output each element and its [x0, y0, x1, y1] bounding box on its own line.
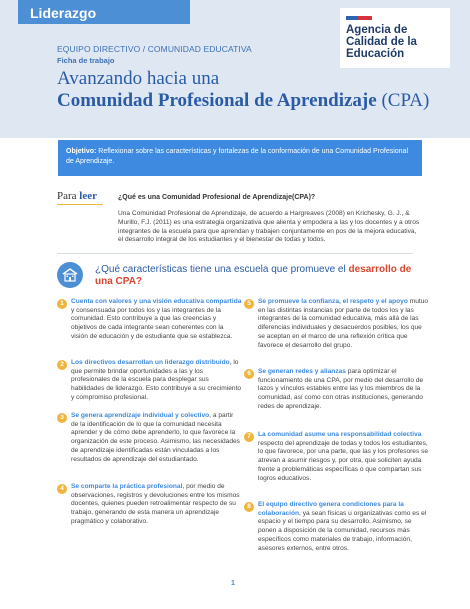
item-highlight: Cuenta con valores y una visión educativa compartida	[71, 298, 242, 305]
logo-line: Calidad de la	[346, 36, 417, 48]
logo-line: Agencia de	[346, 24, 408, 36]
item-number: 3	[57, 413, 67, 423]
section-question-text: ¿Qué características tiene una escuela que promueve el	[95, 264, 349, 275]
section-question	[95, 264, 415, 288]
item-text: , por medio de observaciones, registros y devoluciones entre los mismos docentes, quienes pueden retroalimentar respecto de su trabajo, generando de esta manera un aprendizaje pragmático y colaborativo.	[71, 483, 240, 525]
intro-body: Una Comunidad Profesional de Aprendizaje, de acuerdo a Hargreaves (2008) en Krichesky, G. J., & Murillo, F.J. (2011) es una estrategia organizativa que alienta y empodera a las y los docentes y a otros integrantes de la escuela para que aprendan y trabajen conjuntamente en pos de la mejora educativa, el desarrollo integral de los estudiantes y el bienestar de todas y todos.	[118, 210, 420, 244]
objective-box	[58, 140, 422, 176]
audience-kicker: EQUIPO DIRECTIVO / COMUNIDAD EDUCATIVA	[57, 44, 252, 54]
title-bold: Comunidad Profesional de Aprendizaje	[57, 90, 377, 111]
item-number: 1	[57, 299, 67, 309]
item-number: 4	[57, 484, 67, 494]
flag-bar-icon	[346, 16, 372, 20]
page-title-line2	[57, 90, 429, 112]
reading-label-bold: leer	[79, 190, 97, 202]
objective-label: Objetivo:	[66, 148, 97, 155]
item-number: 8	[244, 502, 254, 512]
item-highlight: Se generan redes y alianzas	[258, 368, 346, 375]
section-tag: Liderazgo	[18, 0, 190, 24]
item-highlight: Se comparte la práctica profesional	[71, 483, 183, 490]
item-text: , ya sean físicas u organizativas como es el espacio y el tiempo para su desarrollo. Asimismo, se ponen a disposición de la comunidad, recursos más específicos como materiales de trabajo, información, asesores externos, entre otros.	[258, 509, 427, 552]
page-header	[0, 0, 470, 138]
section-question-highlight: desarrollo de una CPA?	[95, 264, 412, 287]
item-text: , a partir de la identificación de lo que la comunidad necesita aprender y de cómo debe aprenderlo, lo que favorece la organización de este proceso. Asimismo, las necesidades de aprendizaje identificadas están vinculadas a los resultados de aprendizaje del estudiantado.	[71, 412, 240, 463]
item-highlight: Se genera aprendizaje individual y colectivo	[71, 412, 210, 419]
item-text: mutuo en las distintas instancias por parte de todos los y las integrantes de la comunidad educativa, más allá de las diferencias individuales y desacuerdos posibles, los que se aceptan en el marco de una reflexión crítica que favorece el desarrollo del grupo.	[258, 298, 429, 349]
item-text: , lo que permite brindar oportunidades a las y los profesionales de la escuela para desplegar sus habilidades de liderazgo. Esto contribuye a su crecimiento y compromiso profesional.	[71, 359, 242, 401]
reading-label-prefix: Para	[57, 190, 80, 202]
agency-logo	[340, 8, 450, 68]
item-number: 5	[244, 299, 254, 309]
item-highlight: El equipo directivo genera condiciones para la colaboración	[258, 501, 404, 517]
item-text: para optimizar el funcionamiento de una CPA, por medio del desarrollo de lazos y vínculos estables entre las y los miembros de la comunidad, así como con otras instituciones, generando redes de aprendizaje.	[258, 368, 424, 410]
item-highlight: Los directivos desarrollan un liderazgo distribuido	[71, 359, 230, 366]
title-abbrev: (CPA)	[376, 90, 430, 111]
page-title-line1: Avanzando hacia una	[57, 68, 220, 89]
reading-underline	[57, 204, 103, 205]
item-text: y consensuada por todos los y las integrantes de la comunidad. Esto contribuye a que las creencias y objetivos de cada integrante sean coherentes con la visión de educación y de estudiante que se establezca.	[71, 306, 233, 340]
page-number: 1	[231, 580, 235, 587]
item-number: 6	[244, 369, 254, 379]
item-text: respecto del aprendizaje de todas y todos los estudiantes, lo que favorece, por una parte, que las y los profesores se atrevan a asumir riesgos y, por otra, que soliciten ayuda frente a problemáticas específicas o que compartan sus logros educativos.	[258, 439, 429, 482]
item-number: 2	[57, 360, 67, 370]
reading-label	[57, 190, 97, 202]
item-highlight: La comunidad asume una responsabilidad colectiva	[258, 431, 422, 438]
objective-text: Reflexionar sobre las características y fortalezas de la conformación de una Comunidad Profesional de Aprendizaje.	[66, 148, 409, 165]
section-divider	[57, 253, 413, 254]
school-icon	[57, 262, 83, 288]
item-number: 7	[244, 432, 254, 442]
item-highlight: Se promueve la confianza, el respeto y el apoyo	[258, 298, 408, 305]
document-type: Ficha de trabajo	[57, 56, 115, 65]
intro-question: ¿Qué es una Comunidad Profesional de Aprendizaje(CPA)?	[118, 194, 316, 201]
logo-line: Educación	[346, 48, 405, 60]
